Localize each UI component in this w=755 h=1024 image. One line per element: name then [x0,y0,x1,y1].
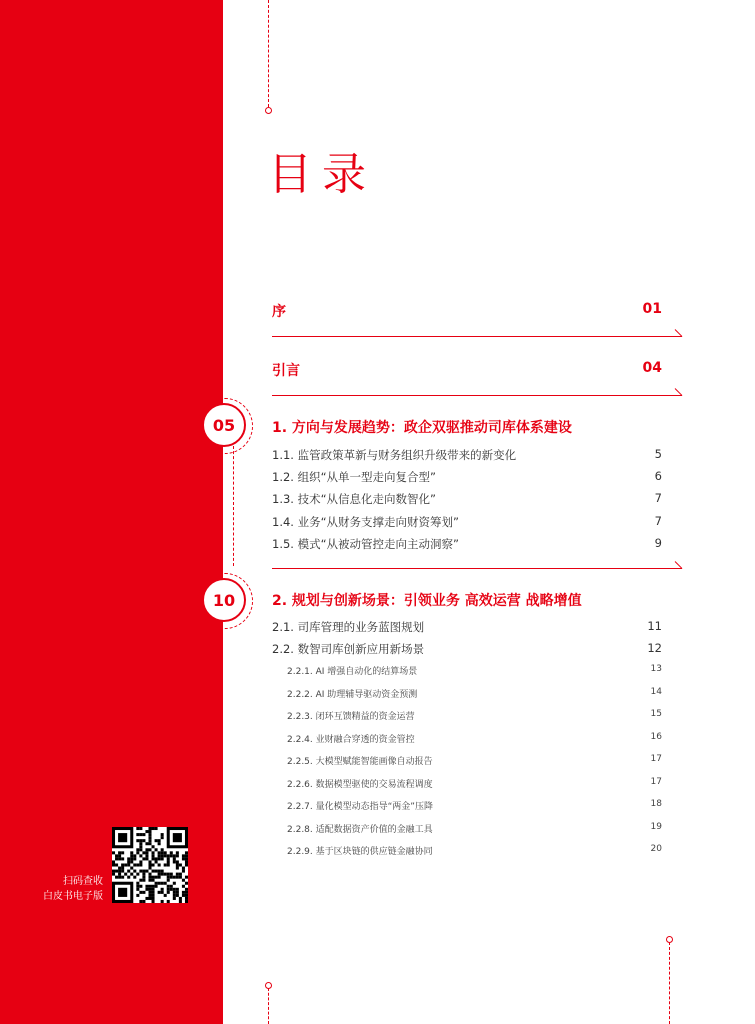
toc-item[interactable] [272,641,662,657]
toc-item[interactable] [272,619,662,635]
chapter-title[interactable]: 1. 方向与发展趋势：政企双驱推动司库体系建设 [272,420,572,436]
toc-item-label: 1.1. 监管政策革新与财务组织升级带来的新变化 [272,448,517,462]
toc-subitem[interactable] [287,754,662,767]
toc-subitem-label: 2.2.6. 数据模型驱使的交易流程调度 [287,780,433,790]
toc-subitem-label: 2.2.2. AI 助理辅导驱动资金预测 [287,690,418,700]
toc-subitem-label: 2.2.3. 闭环互馈精益的资金运营 [287,712,415,722]
toc-item-page: 7 [654,491,662,505]
dashed-line-end-dot [265,107,272,114]
toc-section-label: 引言 [272,363,300,379]
divider [272,568,682,569]
toc-subitem-page: 17 [650,777,662,787]
toc-item[interactable] [272,514,662,530]
toc-item-page: 11 [647,619,662,633]
toc-subitem[interactable] [287,664,662,677]
toc-subitem[interactable] [287,709,662,722]
toc-item-label: 1.2. 组织“从单一型走向复合型” [272,470,437,484]
toc-item-page: 5 [654,447,662,461]
toc-subitem-label: 2.2.4. 业财融合穿透的资金管控 [287,735,415,745]
toc-subitem-page: 20 [650,844,662,854]
dashed-line-icon [233,446,234,566]
chapter-page-badge: 05 [202,403,246,447]
toc-item-label: 1.4. 业务“从财务支撑走向财资筹划” [272,515,460,529]
toc-subitem-page: 17 [650,754,662,764]
toc-item[interactable] [272,491,662,507]
toc-subitem-page: 15 [650,709,662,719]
toc-subitem-page: 16 [650,732,662,742]
toc-section-preface[interactable] [272,301,662,321]
toc-item-label: 1.3. 技术“从信息化走向数智化” [272,492,437,506]
toc-item-page: 9 [654,536,662,550]
toc-subitem[interactable] [287,732,662,745]
dashed-line-end-dot [666,936,673,943]
dashed-line-icon [268,988,269,1024]
toc-subitem[interactable] [287,822,662,835]
toc-item-page: 12 [647,641,662,655]
toc-subitem-label: 2.2.9. 基于区块链的供应链金融协同 [287,847,433,857]
toc-item[interactable] [272,447,662,463]
toc-section-page: 01 [642,301,662,317]
toc-item-page: 6 [654,469,662,483]
toc-subitem-page: 14 [650,687,662,697]
toc-item[interactable] [272,536,662,552]
toc-item-label: 2.1. 司库管理的业务蓝图规划 [272,620,425,634]
toc-subitem[interactable] [287,777,662,790]
toc-item-page: 7 [654,514,662,528]
divider [272,395,682,396]
toc-subitem-page: 18 [650,799,662,809]
toc-section-label: 序 [272,304,286,320]
toc-subitem[interactable] [287,844,662,857]
toc-subitem-page: 13 [650,664,662,674]
toc-section-intro[interactable] [272,360,662,380]
toc-section-page: 04 [642,360,662,376]
chapter-title[interactable]: 2. 规划与创新场景：引领业务 高效运营 战略增值 [272,593,582,609]
qr-code-icon[interactable] [112,827,188,903]
page-title: 目录 [268,149,376,200]
toc-subitem-label: 2.2.1. AI 增强自动化的结算场景 [287,667,418,677]
qr-caption-line2: 白皮书电子版 [43,891,103,902]
toc-item[interactable] [272,469,662,485]
toc-subitem-label: 2.2.5. 大模型赋能智能画像自动报告 [287,757,433,767]
toc-subitem-page: 19 [650,822,662,832]
qr-code-graphic [112,827,188,903]
qr-caption-line1: 扫码查收 [63,876,103,887]
toc-item-label: 2.2. 数智司库创新应用新场景 [272,642,425,656]
divider [272,336,682,337]
toc-subitem[interactable] [287,687,662,700]
toc-subitem[interactable] [287,799,662,812]
dashed-line-end-dot [265,982,272,989]
toc-item-label: 1.5. 模式“从被动管控走向主动洞察” [272,537,460,551]
dashed-line-icon [268,0,269,107]
dashed-line-icon [669,942,670,1024]
chapter-page-badge: 10 [202,578,246,622]
toc-subitem-label: 2.2.7. 量化模型动态指导“两金”压降 [287,802,433,812]
toc-subitem-label: 2.2.8. 适配数据资产价值的金融工具 [287,825,433,835]
